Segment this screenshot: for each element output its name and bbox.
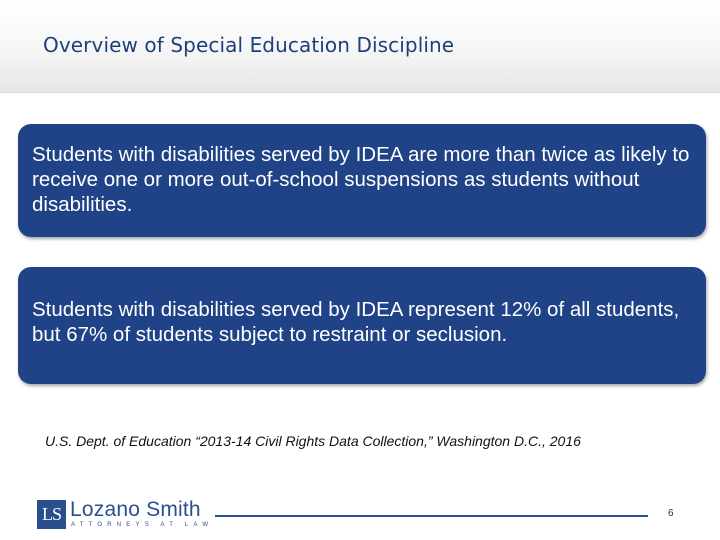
lozano-smith-logo	[37, 500, 212, 530]
statistic-box-restraint	[18, 267, 706, 384]
page-number: 6	[668, 508, 674, 519]
logo-tagline: ATTORNEYS AT LAW	[71, 522, 214, 528]
logo-name: Lozano Smith	[70, 498, 201, 521]
slide-header	[0, 0, 720, 93]
slide-title: Overview of Special Education Discipline	[43, 33, 455, 57]
source-citation: U.S. Dept. of Education “2013-14 Civil Rights Data Collection,” Washington D.C., 2016	[45, 433, 581, 449]
statistic-box-suspensions	[18, 124, 706, 237]
footer-divider	[215, 515, 648, 517]
statistic-text: Students with disabilities served by IDEA represent 12% of all students, but 67% of students subject to restraint or seclusion.	[32, 298, 680, 346]
statistic-text: Students with disabilities served by IDEA are more than twice as likely to receive one or more out-of-school suspensions as students without disabilities.	[32, 143, 690, 216]
logo-mark-icon: LS	[37, 500, 66, 529]
